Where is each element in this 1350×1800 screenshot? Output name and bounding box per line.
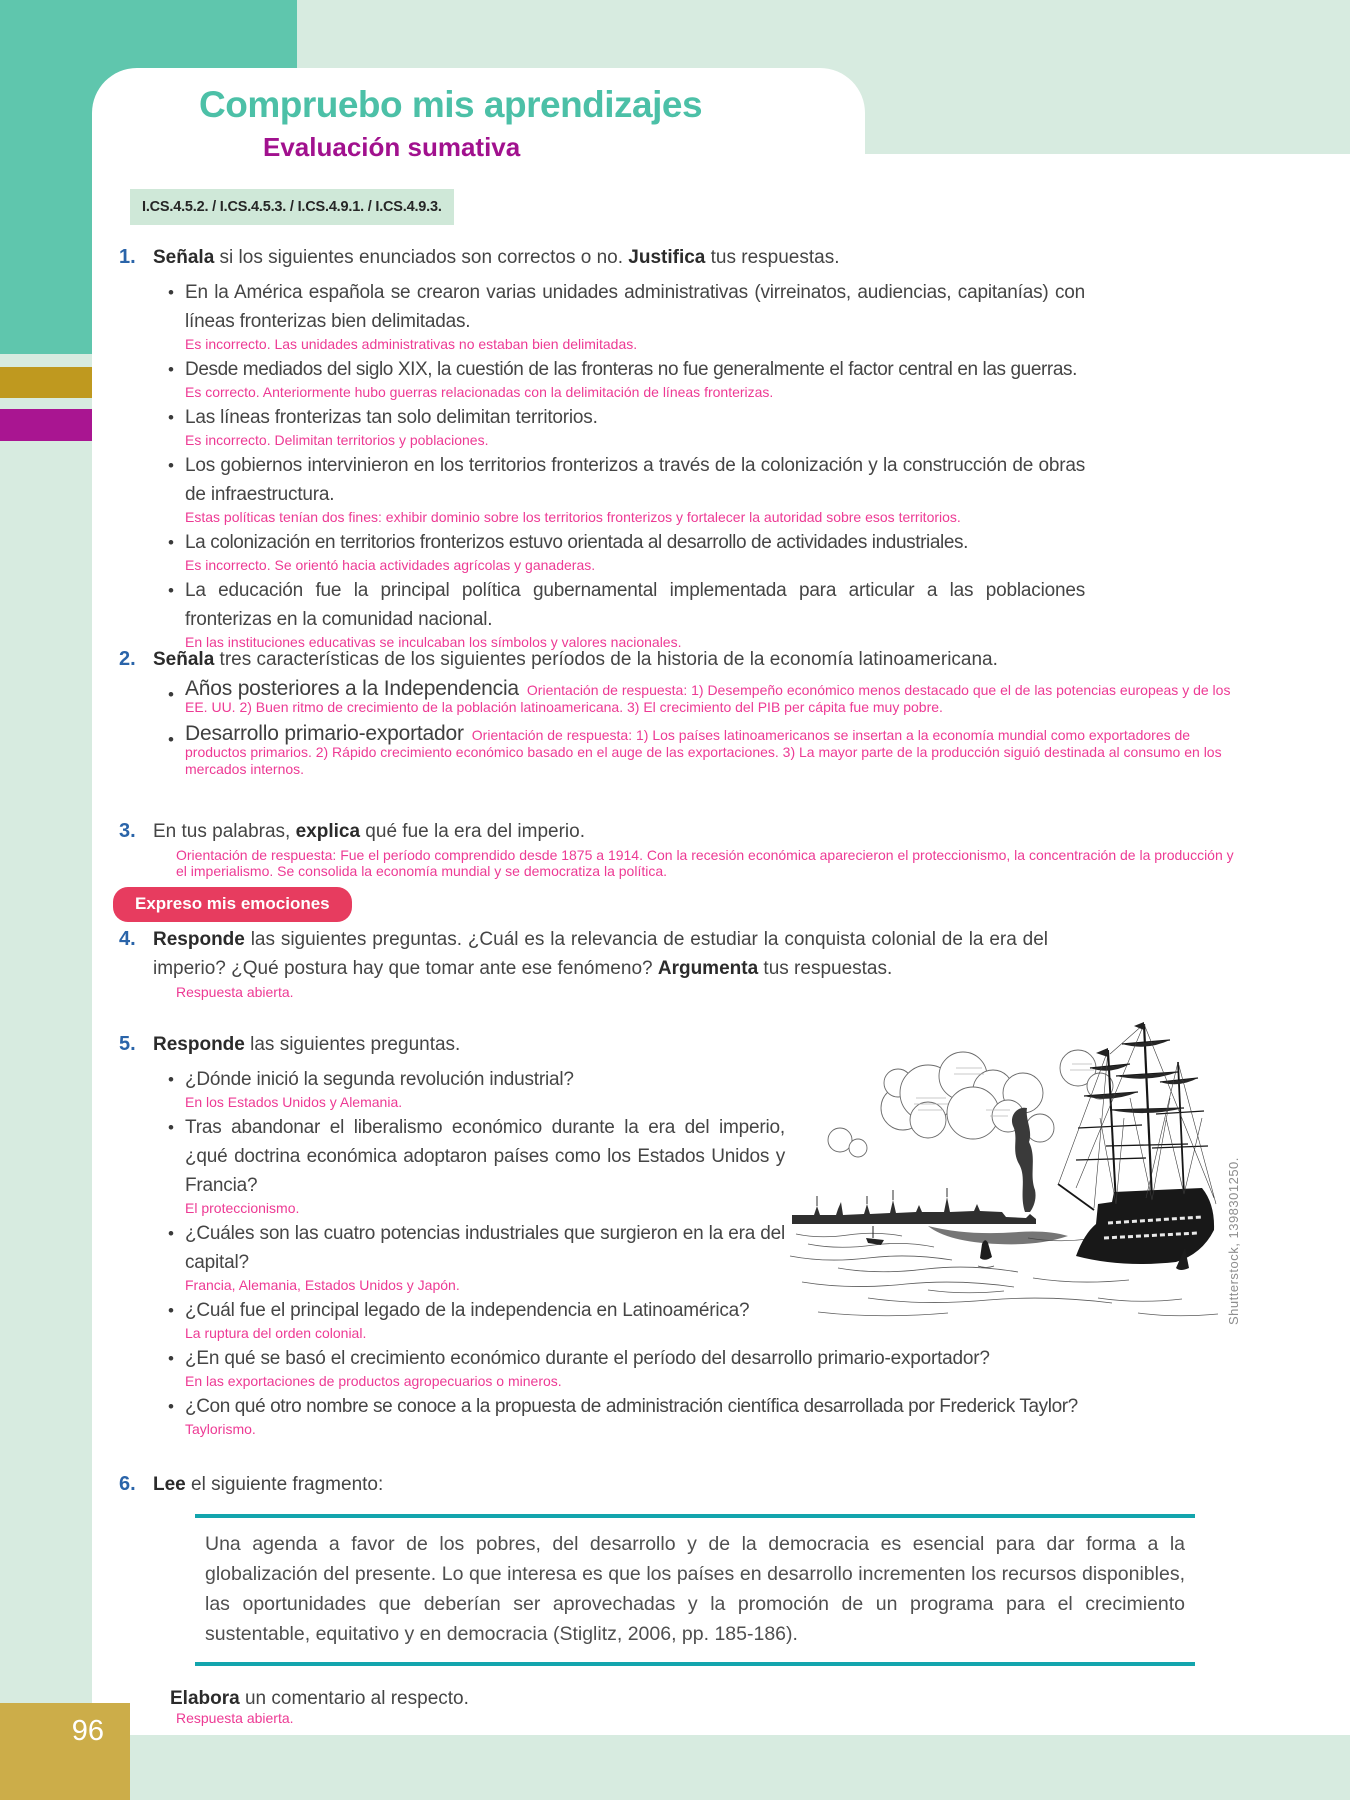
- bullet-icon: •: [168, 408, 174, 427]
- emotions-badge: Expreso mis emociones: [113, 887, 352, 922]
- bullet-content: [185, 1296, 785, 1343]
- question-bullet-list: [153, 278, 1250, 652]
- answer-key: Estas políticas tenían dos fines: exhibir dominio sobre los territorios fronterizos y fortalecer la autoridad sobre esos territorios.: [185, 509, 961, 525]
- quote-rule-bottom: [195, 1662, 1195, 1666]
- bullet-content: [185, 1344, 1243, 1391]
- bullet-icon: •: [168, 456, 174, 475]
- question-number: 1.: [119, 246, 136, 268]
- sidebar-mint-column: [0, 354, 92, 1703]
- bullet-content: [185, 278, 1085, 354]
- bullet-text: En la América española se crearon varias unidades administrativas (virreinatos, audiencias, capitanías) con líneas fronterizas bien delimitadas.: [185, 282, 1085, 332]
- standards-badge: I.CS.4.5.2. / I.CS.4.5.3. / I.CS.4.9.1. / I.CS.4.9.3.: [130, 189, 454, 225]
- bullet-text: ¿Cuáles son las cuatro potencias industriales que surgieron en la era del capital?: [185, 1223, 785, 1273]
- list-item: [153, 1392, 1250, 1439]
- question-number: 5.: [119, 1033, 136, 1055]
- bullet-text: La colonización en territorios fronterizos estuvo orientada al desarrollo de actividades industriales.: [185, 532, 968, 553]
- bullet-icon: •: [168, 1070, 174, 1089]
- question-text: Señala tres características de los siguientes períodos de la historia de la economía latinoamericana.: [153, 649, 998, 670]
- bullet-text: Los gobiernos intervinieron en los territorios fronterizos a través de la colonización y la construcción de obras de infraestructura.: [185, 455, 1085, 505]
- list-item: [153, 677, 1250, 716]
- question-body: [153, 817, 1250, 881]
- answer-key: Es incorrecto. Se orientó hacia actividades agrícolas y ganaderas.: [185, 557, 596, 573]
- bullet-text: [185, 722, 1243, 778]
- rowboat: [866, 1238, 884, 1245]
- question-body: [153, 925, 1250, 1002]
- answer-key: En las exportaciones de productos agropecuarios o mineros.: [185, 1373, 562, 1389]
- bullet-content: [185, 576, 1085, 652]
- bullet-icon: •: [168, 283, 174, 302]
- question-6: [119, 1470, 1250, 1499]
- shore-shadow: [928, 1226, 1068, 1244]
- quote-block: [195, 1514, 1195, 1666]
- bullet-content: [185, 1219, 785, 1295]
- sidebar-gold-bar: [0, 367, 92, 398]
- bullet-icon: •: [168, 581, 174, 600]
- page-title: Compruebo mis aprendizajes: [199, 84, 703, 125]
- list-item: [153, 528, 1250, 575]
- question-4: [119, 925, 1250, 1002]
- bullet-content: [185, 722, 1243, 778]
- bullet-text: Tras abandonar el liberalismo económico durante la era del imperio, ¿qué doctrina económica adoptaron países como los Estados Unidos y Francia?: [185, 1117, 785, 1196]
- question-number: 4.: [119, 928, 136, 950]
- bullet-content: [185, 451, 1085, 527]
- bullet-text: ¿Dónde inició la segunda revolución industrial?: [185, 1069, 574, 1090]
- question-body: [153, 243, 1250, 653]
- question-text: Responde las siguientes preguntas. ¿Cuál es la relevancia de estudiar la conquista colonial de la era del imperio? ¿Qué postura hay que tomar ante ese fenómeno? Argumenta tus respuestas.: [153, 929, 1048, 979]
- bullet-icon: •: [168, 1118, 174, 1137]
- answer-key: En los Estados Unidos y Alemania.: [185, 1094, 403, 1110]
- footer-mint-strip: [130, 1735, 1350, 1800]
- answer-key: La ruptura del orden colonial.: [185, 1325, 367, 1341]
- question-2: [119, 645, 1250, 787]
- answer-key: Es incorrecto. Delimitan territorios y poblaciones.: [185, 432, 489, 448]
- spires: [817, 1188, 947, 1206]
- question-body: [153, 1470, 1250, 1499]
- bullet-icon: •: [168, 730, 174, 749]
- question-text: Responde las siguientes preguntas.: [153, 1034, 461, 1055]
- bullet-text: ¿Con qué otro nombre se conoce a la propuesta de administración científica desarrollada por Frederick Taylor?: [185, 1396, 1078, 1417]
- list-item: [153, 403, 1250, 450]
- answer-key: Orientación de respuesta: 1) Los países latinoamericanos se insertan a la economía mundial como exportadores de productos primarios. 2) Rápido crecimiento económico basado en el auge de las exportaciones. 3) La mayor parte de la producción siguió destinada al consumo en los mercados internos.: [185, 727, 1222, 777]
- list-item: [153, 278, 1250, 354]
- answer-key: El proteccionismo.: [185, 1200, 300, 1216]
- list-item: [153, 722, 1250, 778]
- bullet-content: [185, 1392, 1243, 1439]
- bullet-content: [185, 355, 1077, 402]
- question-3: [119, 817, 1250, 881]
- answer-key: Respuesta abierta.: [176, 1710, 294, 1726]
- bullet-text: ¿Cuál fue el principal legado de la independencia en Latinoamérica?: [185, 1300, 750, 1321]
- answer-key: Orientación de respuesta: 1) Desempeño económico menos destacado que el de las potencias europeas y de los EE. UU. 2) Buen ritmo de crecimiento de la población latinoamericana. 3) El crecimiento del PIB per cápita fue muy pobre.: [185, 682, 1231, 715]
- sidebar-magenta-bar: [0, 409, 92, 441]
- answer-key: En las instituciones educativas se inculcaban los símbolos y valores nacionales.: [185, 634, 682, 650]
- bullet-label: Desarrollo primario-exportador: [185, 722, 464, 745]
- list-item: [153, 451, 1250, 527]
- clouds: [828, 1050, 1113, 1157]
- bullet-content: [185, 1113, 785, 1218]
- answer-key: Francia, Alemania, Estados Unidos y Japón.: [185, 1277, 460, 1293]
- bullet-icon: •: [168, 685, 174, 704]
- closing-text: Elabora un comentario al respecto.: [170, 1688, 469, 1709]
- bullet-icon: •: [168, 360, 174, 379]
- bullet-content: [185, 1065, 785, 1112]
- quote-text: Una agenda a favor de los pobres, del desarrollo y de la democracia es esencial para dar forma a la globalización del presente. Lo que interesa es que los países en desarrollo incrementen los recursos disponibles, las oportunidades que deberían ser aprovechadas y la promoción de un programa para el crecimiento sustentable, equitativo y en democracia (Stiglitz, 2006, pp. 185-186).: [205, 1533, 1185, 1645]
- harbor-engraving: [778, 998, 1250, 1323]
- question-text: Señala si los siguientes enunciados son correctos o no. Justifica tus respuestas.: [153, 247, 840, 268]
- question-number: 2.: [119, 648, 136, 670]
- answer-key: Taylorismo.: [185, 1421, 256, 1437]
- city-skyline: [792, 1197, 1036, 1224]
- bullet-text: ¿En qué se basó el crecimiento económico durante el período del desarrollo primario-exportador?: [185, 1348, 990, 1369]
- question-number: 6.: [119, 1473, 136, 1495]
- answer-key: Es correcto. Anteriormente hubo guerras relacionadas con la delimitación de líneas fronterizas.: [185, 384, 774, 400]
- question-text: Lee el siguiente fragmento:: [153, 1474, 384, 1495]
- bullet-text: [185, 677, 1243, 716]
- answer-key: Es incorrecto. Las unidades administrativas no estaban bien delimitadas.: [185, 336, 638, 352]
- question-number: 3.: [119, 820, 136, 842]
- list-item: [153, 355, 1250, 402]
- bullet-content: [185, 677, 1243, 716]
- bullet-text: La educación fue la principal política gubernamental implementada para articular a las poblaciones fronterizas en la comunidad nacional.: [185, 580, 1085, 630]
- bullet-icon: •: [168, 1301, 174, 1320]
- question-body: [153, 645, 1250, 787]
- bullet-text: Desde mediados del siglo XIX, la cuestión de las fronteras no fue generalmente el factor central en las guerras.: [185, 359, 1078, 380]
- bullet-text: Las líneas fronterizas tan solo delimitan territorios.: [185, 407, 598, 428]
- page-number-tab: [0, 1703, 130, 1800]
- bullet-content: [185, 403, 1085, 450]
- question-text: En tus palabras, explica qué fue la era del imperio.: [153, 821, 585, 842]
- question-1: [119, 243, 1250, 653]
- list-item: [153, 576, 1250, 652]
- page-subtitle: Evaluación sumativa: [263, 132, 521, 162]
- page-number: 96: [71, 1715, 104, 1747]
- bullet-icon: •: [168, 1224, 174, 1243]
- list-item: [153, 1344, 1250, 1391]
- bullet-icon: •: [168, 533, 174, 552]
- bullet-icon: •: [168, 1397, 174, 1416]
- image-credit: Shutterstock, 1398301250.: [1226, 1157, 1241, 1325]
- bullet-content: [185, 528, 968, 575]
- answer-key: Respuesta abierta.: [176, 984, 294, 1000]
- bullet-label: Años posteriores a la Independencia: [185, 677, 519, 700]
- question-bullet-list: [153, 677, 1250, 778]
- answer-key: Orientación de respuesta: Fue el período comprendido desde 1875 a 1914. Con la recesión económica aparecieron el proteccionismo, la concentración de la producción y el imperialismo. Se consolida la economía mundial y se democratiza la política.: [176, 847, 1234, 879]
- bullet-icon: •: [168, 1349, 174, 1368]
- closing-prompt: [170, 1688, 469, 1728]
